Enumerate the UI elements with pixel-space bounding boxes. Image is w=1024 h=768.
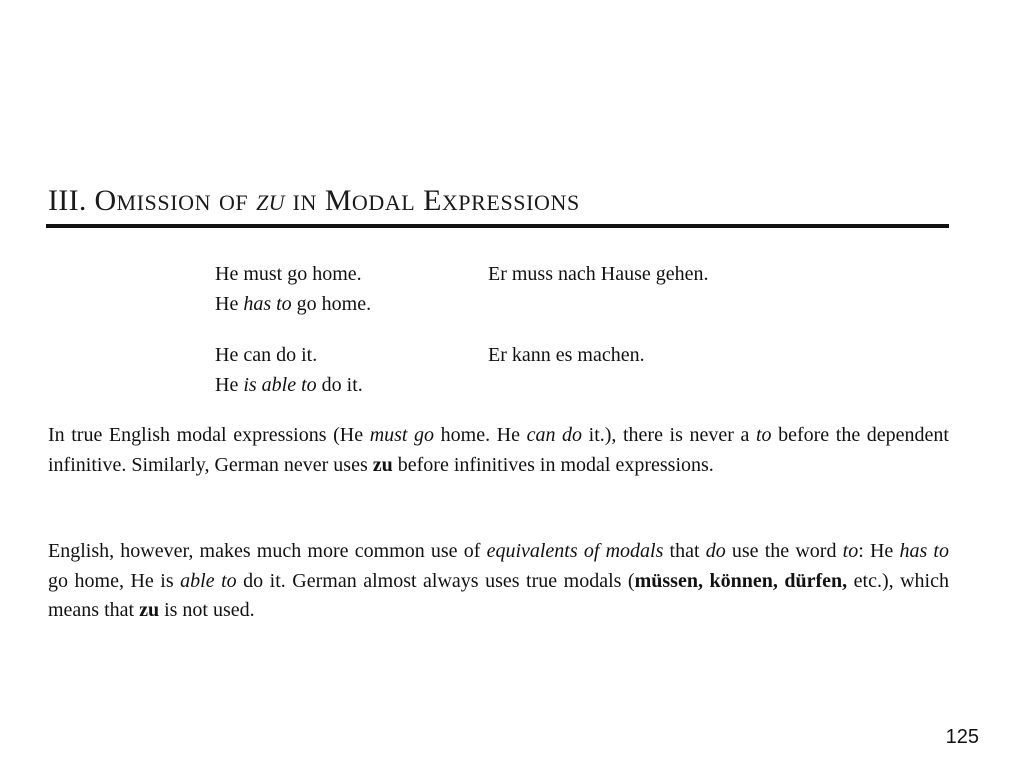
example-line: He must go home. [215,263,362,285]
heading-word-omission: OMISSION [94,184,212,217]
heading-rule [46,224,949,228]
example-line: He has to go home. [215,293,372,315]
example-german-1: Er muss nach Hause gehen. [488,263,709,285]
paragraph-equivalents: English, however, makes much more common use of equivalents of modals that do use the word to: He has to go home, He is able to do it. German almost always uses true modals (müssen, können, dürfen, etc.), which means that zu is not used. [48,540,949,621]
section-heading [48,181,580,223]
paragraph-modal-expressions: In true English modal expressions (He must go home. He can do it.), there is never a to before the dependent infinitive. Similarly, German never uses zu before infinitives in modal expressions. [48,424,949,476]
example-line: He is able to do it. [215,374,363,396]
heading-word-zu: ZU [256,190,285,215]
heading-word-of: OF [218,190,249,215]
heading-numeral: III. [48,184,87,217]
example-english-2 [215,340,363,400]
example-english-1 [215,259,371,319]
heading-word-in: IN [292,190,318,215]
heading-word-expressions: EXPRESSIONS [423,184,580,217]
page-number: 125 [945,726,979,748]
example-line: He can do it. [215,344,318,366]
heading-word-modal: MODAL [324,184,416,217]
example-german-2: Er kann es machen. [488,344,645,366]
